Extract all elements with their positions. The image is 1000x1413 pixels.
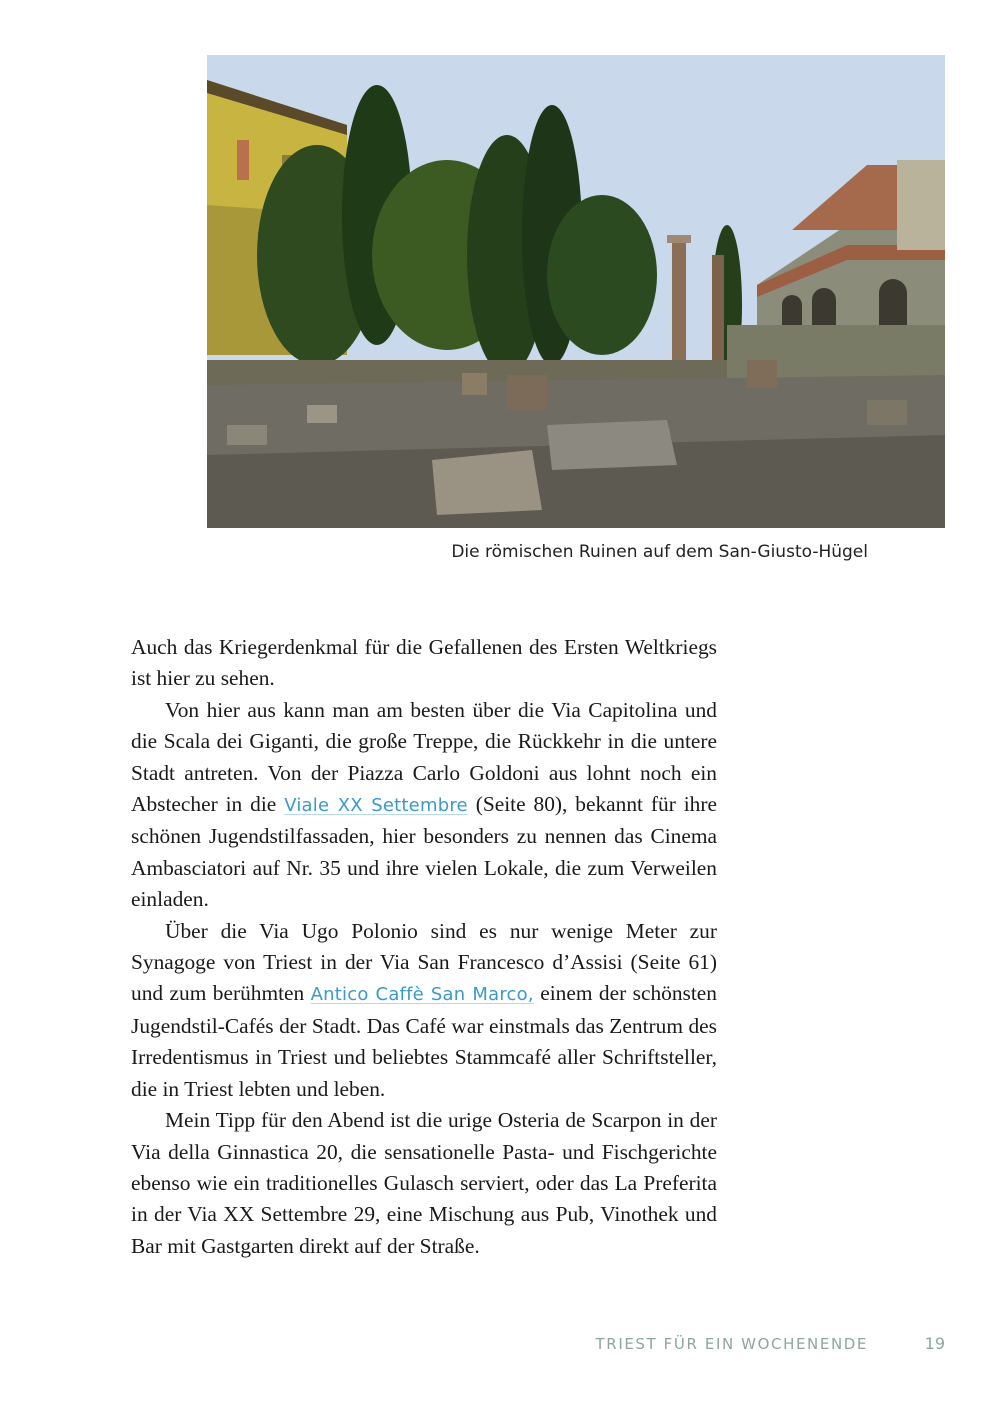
- paragraph-3: [131, 916, 717, 1105]
- viale-xx-settembre-link[interactable]: Viale XX Settembre: [284, 795, 468, 817]
- paragraph-4: Mein Tipp für den Abend ist die urige Osteria de Scarpon in der Via della Ginnastica 20, die sensationelle Pasta- und Fischgerichte ebenso wie ein traditionelles Gulasch serviert, oder das La Preferita in der Via XX Settembre 29, eine Mischung aus Pub, Vinothek und Bar mit Gastgarten direkt auf der Straße.: [131, 1108, 717, 1258]
- paragraph-2-text-start: Von hier aus kann man am besten über die Via Capitolina und die Scala dei Giganti, die große Treppe, die Rückkehr in die untere Stadt antreten. Von der Piazza Carlo Goldoni aus lohnt noch ein Abstecher in die: [131, 697, 717, 817]
- paragraph-2-text-end: (Seite 80), bekannt für ihre schönen Jugendstilfassaden, hier besonders zu nennen das Cinema Ambasciatori auf Nr. 35 und ihre vielen Lokale, die zum Verweilen einladen.: [131, 792, 717, 912]
- paragraph-2: [131, 695, 717, 916]
- photo-caption: Die römischen Ruinen auf dem San-Giusto-Hügel: [451, 542, 868, 562]
- running-title: TRIEST FÜR EIN WOCHENENDE: [595, 1335, 868, 1353]
- paragraph-3-text-end: einem der schönsten Jugendstil-Cafés der Stadt. Das Café war einstmals das Zentrum des Irredentismus in Triest und beliebtes Stammcafé aller Schriftsteller, die in Triest lebten und leben.: [131, 981, 717, 1101]
- article-body: [131, 632, 717, 1262]
- antico-caffe-san-marco-link[interactable]: Antico Caffè San Marco,: [310, 984, 534, 1006]
- ruins-photo: [207, 55, 945, 528]
- ruins-photo-illustration: [207, 55, 945, 528]
- page-number: 19: [924, 1334, 945, 1353]
- paragraph-3-text-start: Über die Via Ugo Polonio sind es nur wenige Meter zur Synagoge von Triest in der Via San Francesco d’Assisi (Seite 61) und zum berühmten: [131, 918, 717, 1006]
- paragraph-1: Auch das Kriegerdenkmal für die Gefallenen des Ersten Weltkriegs ist hier zu sehen.: [131, 635, 717, 691]
